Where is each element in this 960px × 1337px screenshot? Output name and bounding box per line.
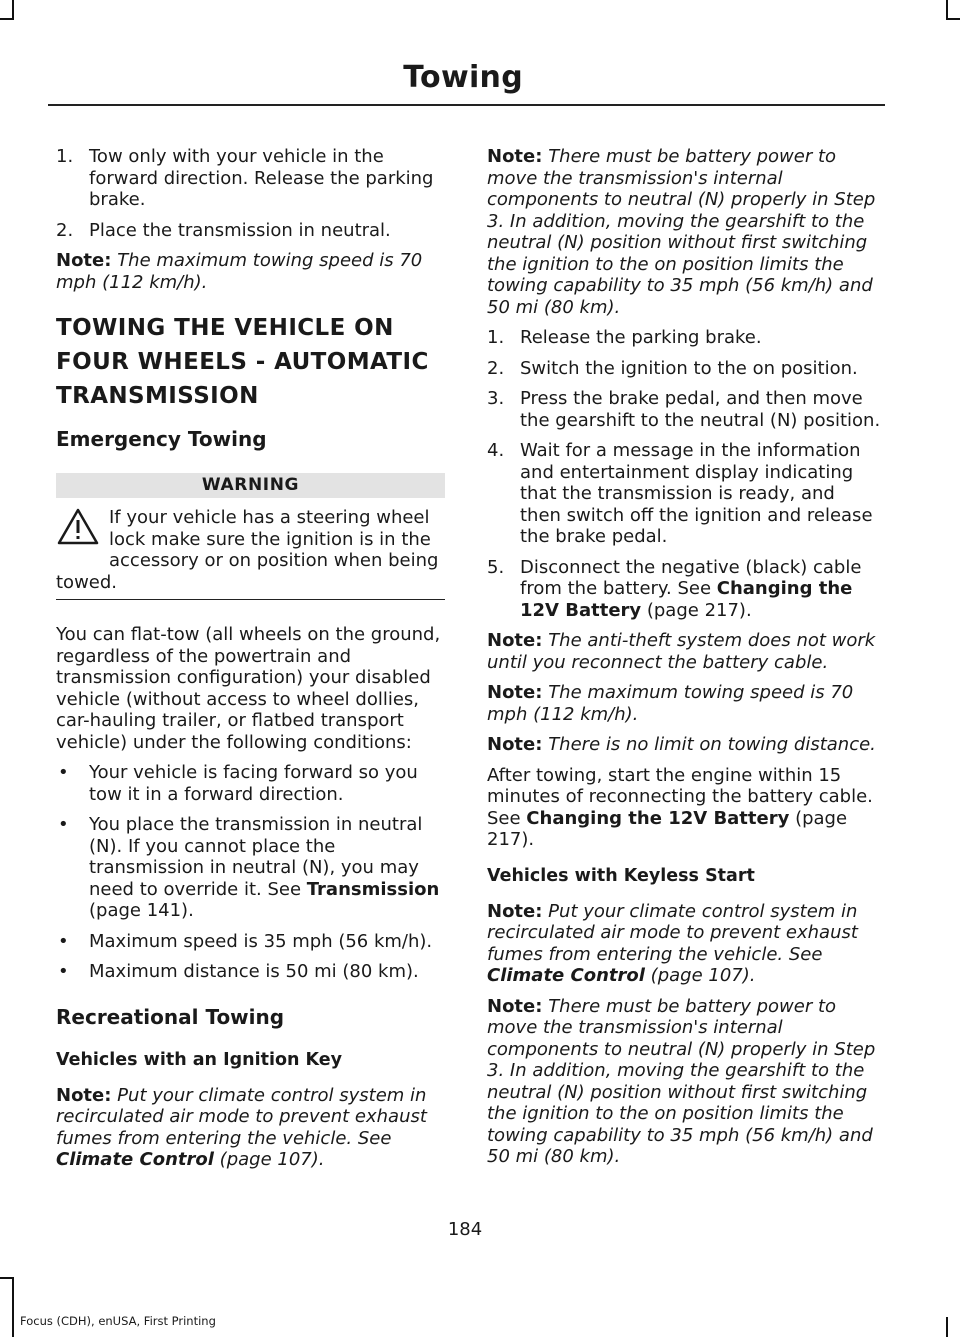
step-number: 5. xyxy=(487,556,505,578)
note xyxy=(56,1085,445,1171)
bullet: • xyxy=(58,762,69,783)
section-heading-line: TOWING THE VEHICLE ON xyxy=(56,315,394,341)
cross-reference-link[interactable]: Changing the 12V Battery xyxy=(520,578,853,621)
page-title: Towing xyxy=(403,60,523,95)
section-heading xyxy=(56,311,445,413)
step-text-body: Disconnect the negative (black) cable from the battery. See xyxy=(520,556,862,599)
note-text: There is no limit on towing distance. xyxy=(548,734,876,755)
note xyxy=(487,146,881,318)
page-reference: (page 217). xyxy=(641,599,752,621)
list-item xyxy=(56,146,445,211)
paragraph: You can flat-tow (all wheels on the ground, regardless of the powertrain and transmission configuration) your disabled vehicle (without access to wheel dollies, car-hauling trailer, or flatbed transport vehicle) under the following conditions: xyxy=(56,624,441,753)
note-label: Note: xyxy=(487,995,543,1017)
list-item xyxy=(487,327,881,349)
crop-mark xyxy=(12,0,14,20)
right-column xyxy=(487,146,881,1177)
page-reference: (page 107). xyxy=(213,1149,325,1170)
list-item xyxy=(56,814,445,922)
note-label: Note: xyxy=(487,900,543,922)
bullet: • xyxy=(58,961,69,982)
bullet: • xyxy=(58,930,69,952)
note-label: Note: xyxy=(56,1084,112,1106)
bullet: • xyxy=(58,814,69,835)
section-heading-line: FOUR WHEELS - AUTOMATIC xyxy=(56,349,429,375)
crop-mark xyxy=(0,18,14,20)
crop-mark xyxy=(946,1317,948,1337)
list-item xyxy=(56,762,445,805)
crop-mark xyxy=(12,1277,14,1337)
step-text: Switch the ignition to the on position. xyxy=(520,357,858,379)
step-text: Tow only with your vehicle in the forward direction. Release the parking brake. xyxy=(89,146,434,210)
warning-title: WARNING xyxy=(56,473,445,498)
bullet-text: Maximum speed is 35 mph (56 km/h). xyxy=(89,930,433,952)
note-text: The maximum towing speed is 70 mph (112 km/h). xyxy=(56,250,423,293)
crop-mark xyxy=(946,18,960,20)
step-text: Press the brake pedal, and then move the gearshift to the neutral (N) position. xyxy=(520,388,881,431)
bullet-text: Your vehicle is facing forward so you tow it in a forward direction. xyxy=(89,762,418,805)
step-number: 2. xyxy=(56,219,74,241)
crop-mark xyxy=(946,0,948,20)
footer-info: Focus (CDH), enUSA, First Printing xyxy=(20,1314,216,1328)
list-item xyxy=(487,358,881,380)
cross-reference-link[interactable]: Transmission xyxy=(306,878,440,900)
cross-reference-link[interactable]: Climate Control xyxy=(56,1149,214,1170)
note-text: There must be battery power to move the transmission's internal components to neutral (N) properly in Step 3. In addition, moving the gearshift to the neutral (N) position without first switching the ignition to the on position limits the towing capability to 35 mph (56 km/h) and 50 mi (80 km). xyxy=(487,995,876,1167)
note-label: Note: xyxy=(487,682,543,703)
warning-text: If your vehicle has a steering wheel lock make sure the ignition is in the accessory or on position when being towed. xyxy=(56,507,439,593)
note-label: Note: xyxy=(487,630,543,651)
note-label: Note: xyxy=(487,146,543,167)
step-number: 1. xyxy=(56,146,74,167)
cross-reference-link[interactable]: Climate Control xyxy=(487,965,645,986)
page-reference: (page 141). xyxy=(89,900,194,921)
note-text: The maximum towing speed is 70 mph (112 km/h). xyxy=(487,682,854,725)
step-text: Place the transmission in neutral. xyxy=(89,219,391,241)
note xyxy=(487,630,881,673)
minor-heading: Vehicles with an Ignition Key xyxy=(56,1049,343,1070)
page-number: 184 xyxy=(447,1219,483,1240)
note-text: The anti-theft system does not work until you reconnect the battery cable. xyxy=(487,630,876,673)
step-number: 4. xyxy=(487,440,505,461)
subsection-heading: Recreational Towing xyxy=(56,1004,285,1029)
bullet-text xyxy=(89,814,445,922)
page-reference: (page 107). xyxy=(644,965,756,986)
left-column xyxy=(56,146,445,1180)
list-item xyxy=(56,220,445,242)
note-text: Put your climate control system in recirculated air mode to prevent exhaust fumes from entering the vehicle. See xyxy=(56,1084,427,1149)
header-divider xyxy=(48,104,885,106)
minor-heading: Vehicles with Keyless Start xyxy=(487,865,755,886)
subsection-heading: Emergency Towing xyxy=(56,427,267,451)
list-item xyxy=(487,440,881,548)
step-text xyxy=(520,557,881,622)
note xyxy=(487,682,881,725)
bullet-text-body: You place the transmission in neutral (N). If you cannot place the transmission in neutral (N), you may need to override it. See xyxy=(89,814,423,900)
bullet-text: Maximum distance is 50 mi (80 km). xyxy=(89,961,419,982)
step-text: Release the parking brake. xyxy=(520,327,762,348)
note xyxy=(487,901,881,987)
cross-reference-link[interactable]: Changing the 12V Battery xyxy=(526,807,790,829)
note-text: There must be battery power to move the transmission's internal components to neutral (N) properly in Step 3. In addition, moving the gearshift to the neutral (N) position without first switching the ignition to the on position limits the towing capability to 35 mph (56 km/h) and 50 mi (80 km). xyxy=(487,146,876,318)
list-item xyxy=(487,388,881,431)
page-reference: (page 217). xyxy=(487,807,848,850)
section-heading-line: TRANSMISSION xyxy=(56,383,259,409)
warning-triangle-icon xyxy=(56,507,100,551)
note-text: Put your climate control system in recirculated air mode to prevent exhaust fumes from entering the vehicle. See xyxy=(487,900,858,965)
step-number: 3. xyxy=(487,388,505,409)
list-item xyxy=(487,557,881,622)
list-item xyxy=(56,961,445,983)
step-number: 2. xyxy=(487,357,505,379)
note-label: Note: xyxy=(487,734,543,755)
crop-mark xyxy=(0,1277,14,1279)
list-item xyxy=(56,931,445,953)
note-label: Note: xyxy=(56,250,112,271)
paragraph-text: After towing, start the engine within 15 minutes of reconnecting the battery cable. See xyxy=(487,764,873,829)
warning-body xyxy=(56,507,445,593)
step-number: 1. xyxy=(487,327,505,348)
note xyxy=(56,250,445,293)
warning-box xyxy=(56,473,445,600)
step-text: Wait for a message in the information and entertainment display indicating that the transmission is ready, and then switch off the ignition and release the brake pedal. xyxy=(520,440,873,547)
paragraph xyxy=(487,765,881,851)
note xyxy=(487,996,881,1168)
note xyxy=(487,734,881,756)
